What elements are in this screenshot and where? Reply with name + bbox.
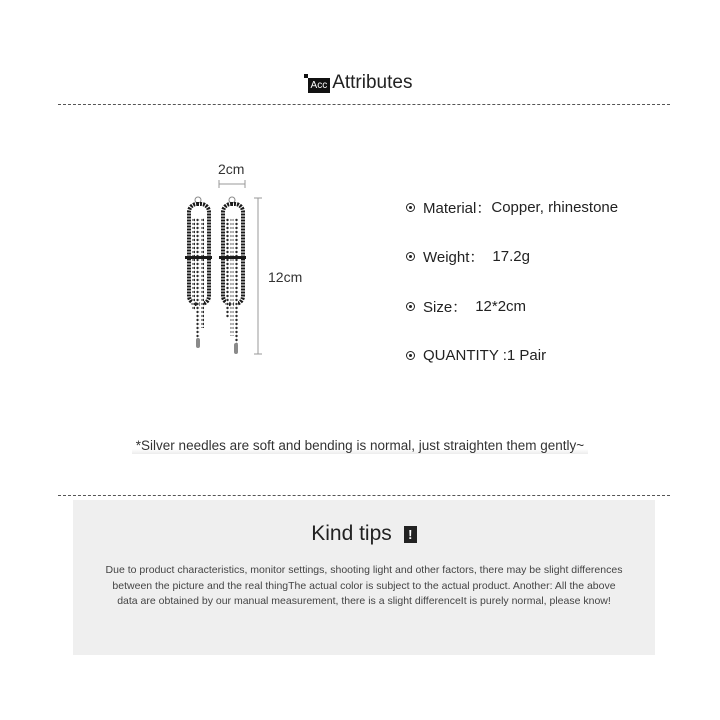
- bullet-icon: [406, 252, 415, 261]
- exclamation-icon: !: [404, 526, 417, 543]
- spec-value: Copper, rhinestone: [491, 198, 619, 216]
- kind-tips-body: Due to product characteristics, monitor settings, shooting light and other factors, there may be slight differences between the picture and the real thingThe actual color is subject to the actual product. Another: All the above data are obtained by our manual measurement, there is a slight differenceIt is purely normal, please know!: [105, 564, 623, 607]
- kind-tips-title: Kind tips: [311, 522, 392, 545]
- section-title: Attributes: [332, 72, 413, 93]
- section-header: [0, 72, 720, 94]
- spec-value: 12*2cm: [475, 297, 527, 315]
- spec-size: [406, 295, 618, 317]
- bullet-icon: [406, 203, 415, 212]
- acc-badge: Acc: [308, 78, 331, 93]
- spec-weight: [406, 246, 618, 268]
- spec-label: Weight：: [423, 249, 485, 266]
- kind-tips-panel: [73, 500, 655, 655]
- top-divider: [58, 104, 670, 105]
- spec-label: QUANTITY :: [423, 347, 507, 364]
- spec-list: [406, 196, 618, 394]
- bullet-icon: [406, 351, 415, 360]
- kind-tips-heading: [73, 522, 655, 546]
- width-dimension-label: 2cm: [218, 161, 245, 177]
- middle-divider: [58, 495, 670, 496]
- bullet-icon: [406, 302, 415, 311]
- spec-label: Size：: [423, 298, 468, 316]
- spec-quantity: [406, 345, 618, 367]
- care-note: [0, 437, 720, 455]
- care-note-text: *Silver needles are soft and bending is normal, just straighten them gently~: [132, 437, 588, 454]
- spec-value: 17.2g: [492, 248, 530, 265]
- height-dimension-label: 12cm: [268, 269, 303, 285]
- tassel-earrings-icon: [175, 158, 295, 368]
- spec-material: [406, 196, 618, 218]
- spec-value: 1 Pair: [506, 347, 547, 364]
- product-image: [175, 158, 303, 368]
- spec-label: Material：: [423, 199, 492, 217]
